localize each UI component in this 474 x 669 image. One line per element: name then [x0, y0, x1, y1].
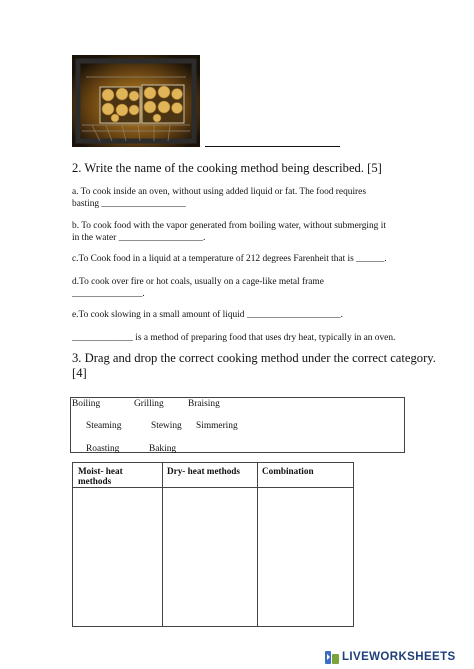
table-header-combination: Combination [262, 466, 314, 476]
question-2a-line1: a. To cook inside an oven, without using added liquid or fat. The food requires [72, 187, 366, 197]
table-header-dry: Dry- heat methods [167, 466, 240, 476]
word-simmering[interactable]: Simmering [196, 421, 238, 431]
question-2d-line1: d.To cook over fire or hot coals, usually on a cage-like metal frame [72, 277, 324, 287]
drop-zone-dry-heat[interactable] [163, 488, 257, 626]
question-3-heading-line1: 3. Drag and drop the correct cooking method under the correct category. [72, 351, 436, 365]
question-2e: e.To cook slowing in a small amount of liquid ____________________. [72, 310, 343, 320]
word-roasting[interactable]: Roasting [86, 444, 120, 454]
question-3-heading-line2: [4] [72, 366, 87, 380]
drop-zone-moist-heat[interactable] [73, 488, 162, 626]
question-2b-line2: in the water __________________. [72, 233, 206, 243]
question-2f: _____________ is a method of preparing food that uses dry heat, typically in an oven. [72, 333, 396, 343]
word-boiling[interactable]: Boiling [72, 399, 101, 409]
word-grilling[interactable]: Grilling [134, 399, 164, 409]
word-braising[interactable]: Braising [188, 399, 220, 409]
word-baking[interactable]: Baking [149, 444, 177, 454]
brand-text: LIVEWORKSHEETS [342, 651, 456, 663]
table-header-moist-line2: methods [78, 476, 112, 486]
question-2c: c.To Cook food in a liquid at a temperature of 212 degrees Farenheit that is ______. [72, 254, 387, 264]
oven-photo [72, 55, 200, 147]
word-steaming[interactable]: Steaming [86, 421, 122, 431]
question-2a-line2: basting __________________ [72, 199, 186, 209]
liveworksheets-logo-icon [324, 650, 340, 665]
question-2-heading: 2. Write the name of the cooking method being described. [5] [72, 161, 382, 175]
drop-zone-combination[interactable] [258, 488, 353, 626]
word-stewing[interactable]: Stewing [151, 421, 182, 431]
question-2d-line2: _______________. [72, 289, 145, 299]
footer-brand [290, 650, 468, 665]
question-2b-line1: b. To cook food with the vapor generated from boiling water, without submerging it [72, 221, 386, 231]
table-header-moist-line1: Moist- heat [78, 466, 123, 476]
image-answer-line[interactable] [205, 146, 340, 147]
